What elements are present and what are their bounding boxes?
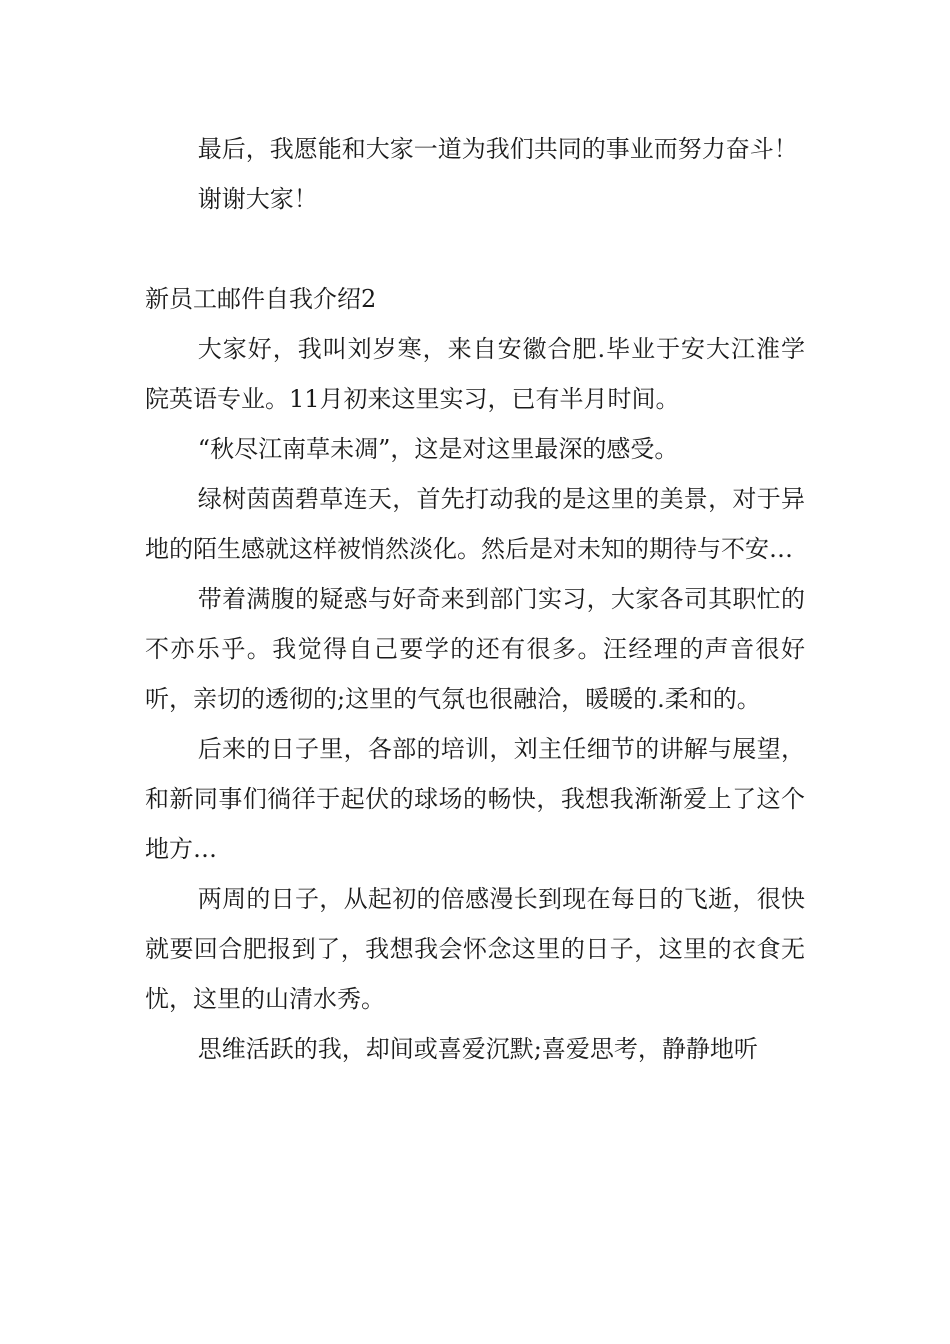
section-title: 新员工邮件自我介绍2 — [145, 285, 377, 313]
paragraph-two-weeks: 两周的日子，从起初的倍感漫长到现在每日的飞逝，很快就要回合肥报到了，我想我会怀念这里的日子，这里的衣食无忧，这里的山清水秀。 — [145, 885, 805, 1013]
paragraph-quote: “秋尽江南草未凋”，这是对这里最深的感受。 — [197, 435, 679, 463]
paragraph-intro: 大家好，我叫刘岁寒，来自安徽合肥.毕业于安大江淮学院英语专业。11月初来这里实习，已有半月时间。 — [145, 335, 805, 413]
paragraph-personality: 思维活跃的我，却间或喜爱沉默;喜爱思考，静静地听 — [197, 1035, 758, 1063]
paragraph-department: 带着满腹的疑惑与好奇来到部门实习，大家各司其职忙的不亦乐乎。我觉得自己要学的还有很多。汪经理的声音很好听，亲切的透彻的;这里的气氛也很融洽，暖暖的.柔和的。 — [145, 585, 805, 713]
paragraph-thanks: 谢谢大家！ — [197, 185, 318, 213]
document-body — [145, 124, 805, 1074]
paragraph-training: 后来的日子里，各部的培训，刘主任细节的讲解与展望，和新同事们徜徉于起伏的球场的畅快，我想我渐渐爱上了这个地方… — [145, 735, 805, 863]
section-gap — [145, 224, 805, 274]
paragraph-closing: 最后，我愿能和大家一道为我们共同的事业而努力奋斗！ — [197, 135, 798, 163]
paragraph-scenery: 绿树茵茵碧草连天，首先打动我的是这里的美景，对于异地的陌生感就这样被悄然淡化。然后是对未知的期待与不安… — [145, 485, 805, 563]
